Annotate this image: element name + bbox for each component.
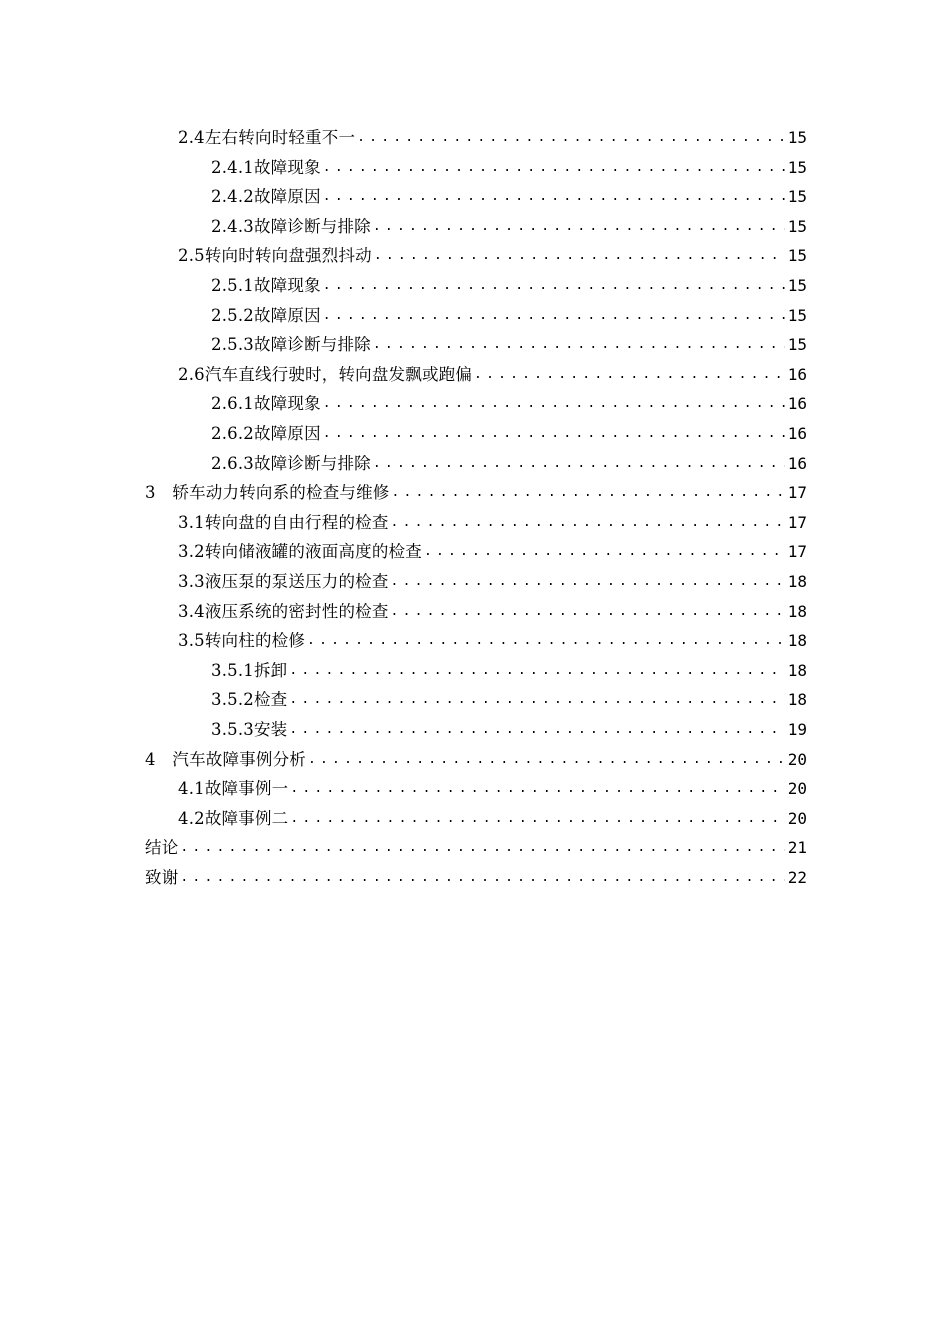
toc-leader-dots [321,301,785,331]
toc-entry-title: 2.4.1故障现象 [211,157,321,177]
toc-entry[interactable] [211,715,807,745]
toc-leader-dots [287,656,785,686]
toc-entry-page-number: 18 [787,631,807,651]
toc-entry-page-number: 20 [787,749,807,769]
toc-entry[interactable] [178,241,807,271]
toc-leader-dots [390,478,786,508]
toc-entry-page-number: 18 [787,660,807,680]
toc-entry[interactable] [211,301,807,331]
toc-entry-title: 2.4.3故障诊断与排除 [211,216,371,236]
toc-entry[interactable] [211,330,807,360]
toc-entry-page-number: 17 [787,483,807,503]
toc-entry-page-number: 15 [787,157,807,177]
toc-entry-page-number: 17 [787,512,807,532]
toc-leader-dots [321,182,785,212]
toc-entry-title: 2.4左右转向时轻重不一 [178,128,356,147]
toc-entry[interactable] [178,123,807,153]
toc-leader-dots [321,419,785,449]
toc-entry[interactable] [145,745,807,775]
toc-leader-dots [321,153,785,183]
toc-entry-page-number: 16 [787,453,807,473]
toc-entry-title: 3.4液压系统的密封性的检查 [178,601,389,621]
toc-leader-dots [371,449,785,479]
toc-entry[interactable] [211,419,807,449]
toc-entry[interactable] [178,804,807,834]
toc-entry-title: 3 轿车动力转向系的检查与维修 [145,483,390,503]
toc-entry[interactable] [211,449,807,479]
toc-entry-page-number: 19 [787,720,807,739]
toc-entry[interactable] [178,567,807,597]
toc-entry-page-number: 16 [787,394,807,414]
toc-entry-page-number: 16 [787,424,807,443]
toc-entry[interactable] [178,508,807,538]
toc-leader-dots [306,745,785,775]
toc-entry-title: 3.5.2检查 [211,690,288,710]
toc-leader-dots [287,715,785,745]
toc-entry-title: 2.5.3故障诊断与排除 [211,335,371,355]
toc-entry-page-number: 18 [787,690,807,710]
toc-leader-dots [178,863,785,893]
toc-entry-title: 2.4.2故障原因 [211,187,321,207]
toc-entry-title: 致谢 [145,868,179,887]
toc-entry[interactable] [178,774,807,804]
toc-entry[interactable] [145,863,807,893]
toc-leader-dots [321,271,785,301]
toc-entry[interactable] [178,360,807,390]
toc-entry[interactable] [211,656,807,686]
toc-leader-dots [371,330,785,360]
toc-leader-dots [288,804,785,834]
toc-leader-dots [178,833,785,863]
toc-entry[interactable] [211,212,807,242]
toc-entry-title: 3.5.3安装 [211,720,288,739]
toc-entry[interactable] [178,626,807,656]
toc-entry-page-number: 15 [787,128,807,147]
toc-entry-page-number: 20 [787,779,807,799]
toc-entry-page-number: 20 [787,808,807,828]
toc-entry-page-number: 22 [787,868,807,887]
toc-entry[interactable] [211,271,807,301]
toc-entry[interactable] [145,833,807,863]
toc-entry-title: 3.2转向储液罐的液面高度的检查 [178,542,422,562]
toc-entry-page-number: 15 [787,276,807,295]
toc-leader-dots [389,597,785,627]
toc-entry-page-number: 15 [787,335,807,355]
toc-leader-dots [305,626,785,656]
toc-entry[interactable] [145,478,807,508]
toc-entry-title: 2.6.2故障原因 [211,424,321,443]
toc-entry-page-number: 18 [787,572,807,591]
toc-entry[interactable] [178,597,807,627]
toc-leader-dots [389,567,785,597]
toc-entry-page-number: 17 [787,542,807,562]
toc-entry-page-number: 18 [787,601,807,621]
toc-leader-dots [472,360,785,390]
toc-entry[interactable] [211,153,807,183]
toc-entry-title: 3.5转向柱的检修 [178,631,306,651]
toc-entry-page-number: 21 [787,838,807,858]
toc-entry-page-number: 15 [787,187,807,207]
toc-entry-title: 结论 [145,838,179,858]
toc-entry-title: 2.5.1故障现象 [211,276,321,295]
toc-leader-dots [372,241,785,271]
toc-entry-title: 3.3液压泵的泵送压力的检查 [178,572,389,591]
toc-entry-page-number: 15 [787,246,807,266]
toc-leader-dots [371,212,785,242]
toc-entry[interactable] [211,685,807,715]
toc-leader-dots [321,389,785,419]
toc-entry-title: 2.6汽车直线行驶时，转向盘发飘或跑偏 [178,364,473,384]
toc-entry[interactable] [211,182,807,212]
toc-entry-title: 3.1转向盘的自由行程的检查 [178,512,389,532]
toc-entry-page-number: 15 [787,305,807,325]
toc-leader-dots [355,123,785,153]
toc-leader-dots [389,508,785,538]
toc-entry-title: 2.5.2故障原因 [211,305,321,325]
toc-entry-title: 4.1故障事例一 [178,779,289,799]
toc-entry-title: 2.6.3故障诊断与排除 [211,453,371,473]
toc-leader-dots [422,537,785,567]
toc-entry-title: 4 汽车故障事例分析 [145,749,306,769]
toc-entry-page-number: 16 [787,364,807,384]
toc-entry[interactable] [211,389,807,419]
toc-entry-title: 3.5.1拆卸 [211,660,288,680]
toc-entry-title: 2.6.1故障现象 [211,394,321,414]
toc-leader-dots [288,774,785,804]
toc-entry[interactable] [178,537,807,567]
toc-entry-page-number: 15 [787,216,807,236]
toc-entry-title: 4.2故障事例二 [178,808,289,828]
toc-entry-title: 2.5转向时转向盘强烈抖动 [178,246,372,266]
toc-leader-dots [287,685,785,715]
